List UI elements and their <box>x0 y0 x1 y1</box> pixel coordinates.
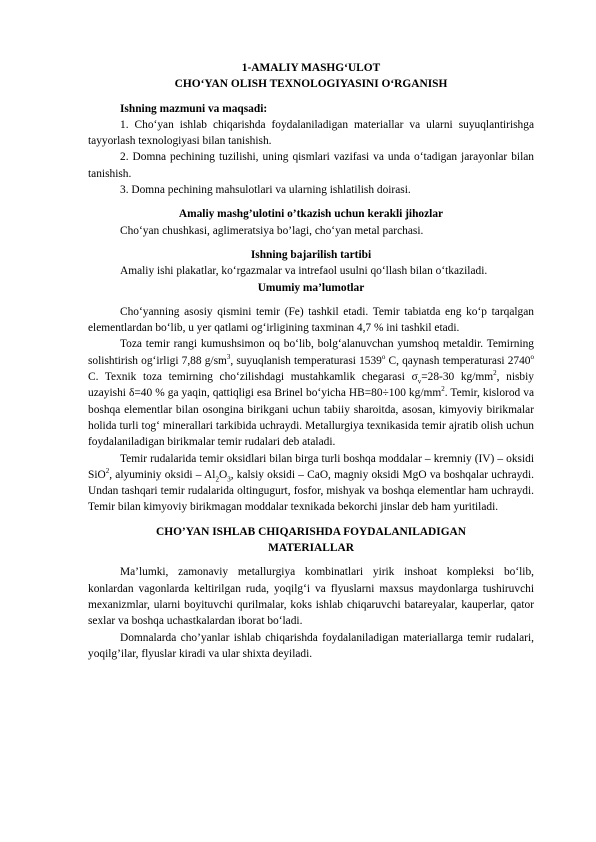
purpose-item-2: 2. Domna pechining tuzilishi, uning qismlari vazifasi va unda o‘tadigan jarayonlar bilan tanishish. <box>88 151 534 180</box>
purpose-item-3: 3. Domna pechining mahsulotlari va ularning ishlatilish doirasi. <box>120 184 411 197</box>
materials-paragraph-1: Ma’lumki, zamonaviy metallurgiya kombinatlari yirik inshoat kompleksi bo‘lib, konlardan vagonlarda keltirilgan ruda, yoqilg‘i va flyuslarni maxsus maydonlarga tushiruvchi mexanizmlar, ularni boyituvchi qurilmalar, koks ishlab chiqaruvchi batareyalar, kauperlar, qator sexlar va boshqa uchastkalardan iborat bo‘ladi. <box>88 566 534 628</box>
general-paragraph-1: Cho‘yanning asosiy qismini temir (Fe) tashkil etadi. Temir tabiatda eng ko‘p tarqalgan elementlardan bo‘lib, u yer qatlami og‘irligining taxminan 4,7 % ini tashkil etadi. <box>88 305 534 335</box>
equipment-heading: Amaliy mashg’ulotini o’tkazish uchun kerakli jihozlar <box>178 208 444 221</box>
purpose-heading: Ishning mazmuni va maqsadi: <box>120 102 268 115</box>
general-paragraph-2: Toza temir rangi kumushsimon oq bo‘lib, bolg‘alanuvchan yumshoq metaldir. Temirning solishtirish og‘irligi 7,88 $g/sm^3$, suyuqlanish temperaturasi 1539$^o$ C, qaynash temperaturasi 2740$^o$ C. Texnik toza temirning cho‘zilishdagi mustahkamlik chegarasi $\sigma_v=28-30$ $kg/mm^2$, nisbiy uzayishi δ=40 % ga yaqin, qattiqligi esa Brinel bo‘yicha HB=80÷100 $kg/mm^2$. Temir, kislorod va boshqa elementlar bilan osongina birikgani uchun tabiiy sharoitda, asosan, kimyoviy birikmalar holida turli tog‘ minerallari tarkibida uchraydi. Metallurgiya texnikasida temir ajratib olish uchun foydalaniladigan birikmalar temir rudalari deb ataladi. <box>88 338 535 449</box>
general-paragraph-3: Temir rudalarida temir oksidlari bilan birga turli boshqa moddalar – kremniy (IV) – oksidi SiO$^2$, alyuminiy oksidi – $Al_2O_3$, kalsiy oksidi – CaO, magniy oksidi MgO va boshqalar uchraydi. Undan tashqari temir rudalarida oltingugurt, fosfor, mishyak va boshqa elementlar ham uchraydi. Temir bilan kimyoviy birikmagan moddalar texnikada bekorchi jinslar deb ham yuritiladi. <box>88 452 534 514</box>
page-title-line2: CHO‘YAN OLISH TEXNOLOGIYASINI O‘RGANISH <box>174 78 448 91</box>
materials-paragraph-2: Domnalarda cho’yanlar ishlab chiqarishda foydalaniladigan materiallarga temir rudalari, yoqilg’ilar, flyuslar kiradi va ular shixta deyiladi. <box>88 631 534 660</box>
procedure-heading: Ishning bajarilish tartibi <box>250 248 372 261</box>
purpose-item-1: 1. Cho‘yan ishlab chiqarishda foydalaniladigan materiallar va ularni suyuqlantirishga tayyorlash texnologiyasi bilan tanishish. <box>88 118 534 148</box>
general-heading: Umumiy ma’lumotlar <box>257 281 365 294</box>
equipment-text: Cho‘yan chushkasi, aglimeratsiya bo’lagi, cho‘yan metal parchasi. <box>120 224 424 237</box>
materials-heading-line1: CHO’YAN ISHLAB CHIQARISHDA FOYDALANILADIGAN <box>155 525 466 538</box>
procedure-text: Amaliy ishi plakatlar, ko‘rgazmalar va intrefaol usulni qo‘llash bilan o‘tkaziladi. <box>120 265 488 278</box>
page-title-line1: 1-AMALIY MASHG‘ULOT <box>241 62 381 74</box>
materials-heading-line2: MATERIALLAR <box>268 542 354 555</box>
